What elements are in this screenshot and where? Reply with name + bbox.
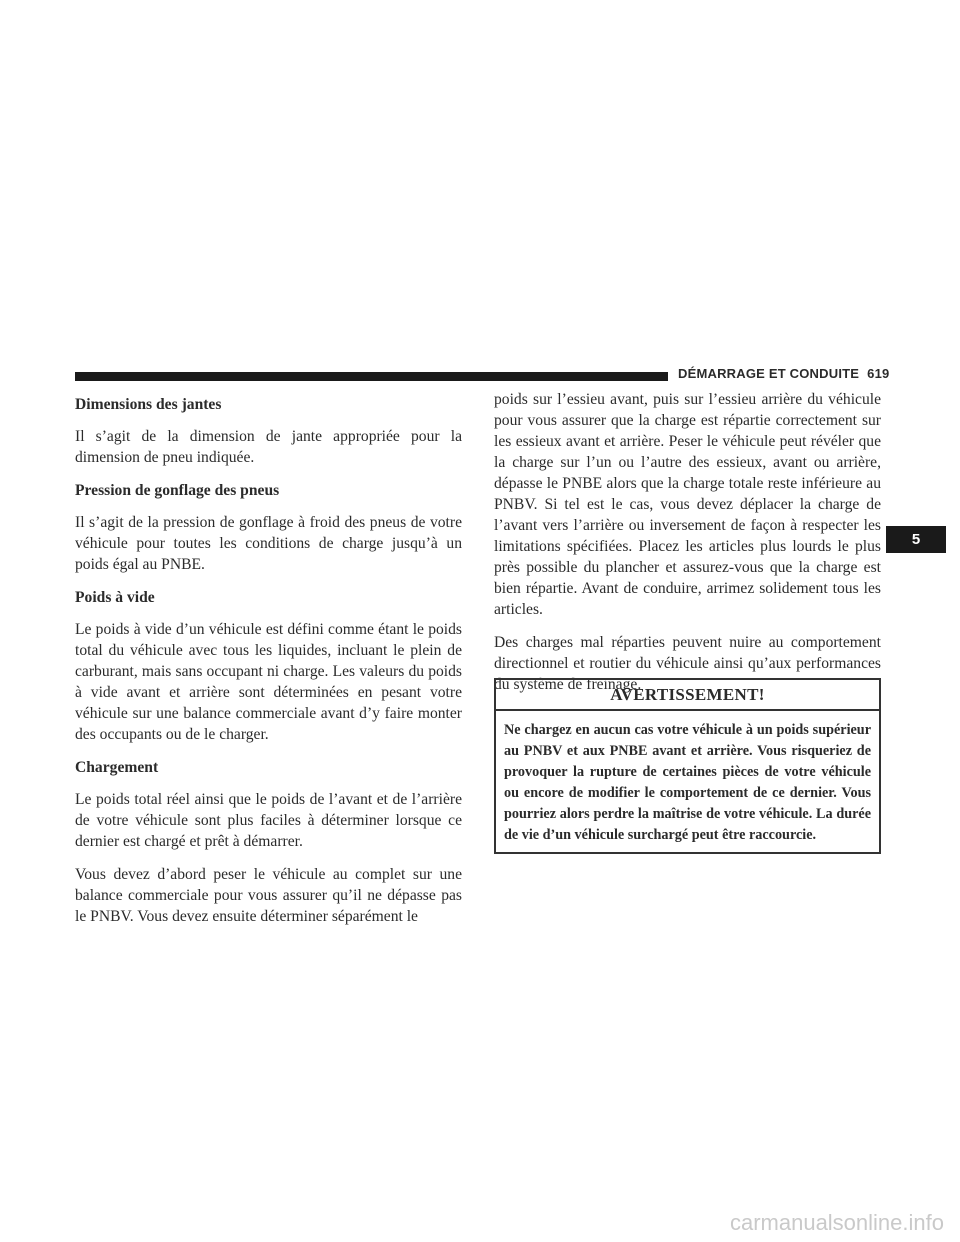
chapter-tab: 5 [886,526,946,553]
heading-pression-gonflage: Pression de gonflage des pneus [75,482,280,499]
heading-poids-vide: Poids à vide [75,589,155,606]
warning-text: Ne chargez en aucun cas votre véhicule à un poids supérieur au PNBV et aux PNBE avant et arrière. Vous risqueriez de provoquer la rupture de certaines pièces de votre véhicule ou encore de modifier le comportement de ce dernier. Vous pourriez alors perdre la maîtrise de votre véhicule. La durée de vie d’un véhicule surchargé peut être raccourcie. [504,722,871,843]
running-header [678,366,889,381]
paragraph: poids sur l’essieu avant, puis sur l’essieu arrière du véhicule pour vous assurer que la charge est répartie correctement sur les essieux avant et arrière. Peser le véhicule peut révéler que la charge sur l’un ou l’autre des essieux, avant ou arrière, dépasse le PNBE alors que la charge totale reste inférieure au PNBV. Si tel est le cas, vous devez déplacer la charge de l’avant vers l’arrière ou inversement de façon à respecter les limitations spécifiées. Placez les articles plus lourds le plus près possible du plancher et assurez-vous que la charge est bien répartie. Avant de conduire, arrimez solidement tous les articles. [494,391,881,618]
warning-title: AVERTISSEMENT! [496,680,879,711]
heading-chargement: Chargement [75,759,159,776]
paragraph: Des charges mal réparties peuvent nuire au comportement directionnel et routier du véhicule ainsi qu’aux performances du système de freinage. [494,634,881,693]
paragraph: Vous devez d’abord peser le véhicule au complet sur une balance commerciale pour vous assurer qu’il ne dépasse pas le PNBV. Vous devez ensuite déterminer séparément le [75,866,462,925]
right-column [494,389,881,707]
watermark: carmanualsonline.info [729,1210,944,1235]
paragraph: Il s’agit de la pression de gonflage à froid des pneus de votre véhicule pour toutes les conditions de charge jusqu’à un poids égal au PNBE. [75,514,462,573]
page-number: 619 [867,366,890,381]
paragraph: Il s’agit de la dimension de jante appropriée pour la dimension de pneu indiquée. [75,428,462,466]
warning-box [494,678,881,854]
paragraph: Le poids total réel ainsi que le poids de l’avant et de l’arrière de votre véhicule sont plus faciles à déterminer lorsque ce dernier est chargé et prêt à démarrer. [75,791,462,850]
section-title: DÉMARRAGE ET CONDUITE [678,366,860,381]
header-rule [75,372,668,381]
left-column [75,394,462,939]
paragraph: Le poids à vide d’un véhicule est défini comme étant le poids total du véhicule avec tous les liquides, incluant le plein de carburant, mais sans occupant ni charge. Les valeurs du poids à vide avant et arrière sont déterminées en pesant votre véhicule sur une balance commerciale avant d’y faire monter des occupants ou de le charger. [75,621,462,743]
heading-dimensions-jantes: Dimensions des jantes [75,396,222,413]
